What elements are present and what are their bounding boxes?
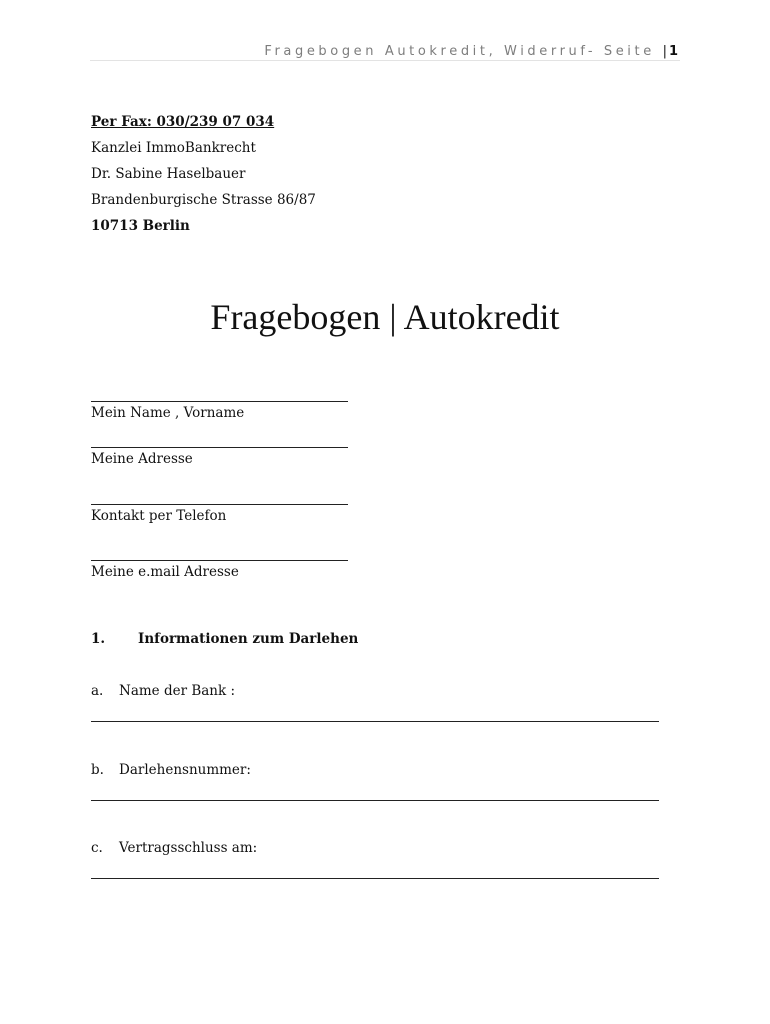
contract-date-fill-line[interactable] [91, 878, 659, 879]
bank-name-fill-line[interactable] [91, 721, 659, 722]
question-label: Darlehensnummer: [119, 762, 251, 778]
section-number: 1. [91, 631, 106, 647]
question-loan-number [91, 762, 251, 778]
recipient-person: Dr. Sabine Haselbauer [91, 166, 246, 182]
question-bank-name [91, 683, 235, 699]
fax-line: Per Fax: 030/239 07 034 [91, 114, 275, 130]
question-contract-date [91, 840, 257, 856]
recipient-street: Brandenburgische Strasse 86/87 [91, 192, 316, 208]
email-fill-line[interactable] [91, 560, 348, 561]
address-fill-line[interactable] [91, 447, 348, 448]
section-title: Informationen zum Darlehen [138, 631, 359, 647]
recipient-city: 10713 Berlin [91, 218, 190, 234]
loan-number-fill-line[interactable] [91, 800, 659, 801]
name-fill-line[interactable] [91, 401, 348, 402]
header-separator: | [662, 44, 669, 59]
phone-fill-line[interactable] [91, 504, 348, 505]
question-label: Name der Bank : [119, 683, 236, 699]
question-letter: b. [91, 762, 104, 778]
address-field-label: Meine Adresse [91, 451, 193, 467]
recipient-firm: Kanzlei ImmoBankrecht [91, 140, 256, 156]
section-heading [91, 631, 358, 647]
document-title: Fragebogen | Autokredit [210, 297, 560, 337]
running-title: Fragebogen Autokredit, Widerruf- Seite [264, 44, 655, 59]
question-label: Vertragsschluss am: [119, 840, 258, 856]
phone-field-label: Kontakt per Telefon [91, 508, 227, 524]
question-letter: c. [91, 840, 103, 856]
email-field-label: Meine e.mail Adresse [91, 564, 239, 580]
page-number: 1 [668, 44, 678, 59]
question-letter: a. [91, 683, 104, 699]
page-header [90, 40, 680, 61]
name-field-label: Mein Name , Vorname [91, 405, 245, 421]
running-header-text [264, 44, 678, 59]
